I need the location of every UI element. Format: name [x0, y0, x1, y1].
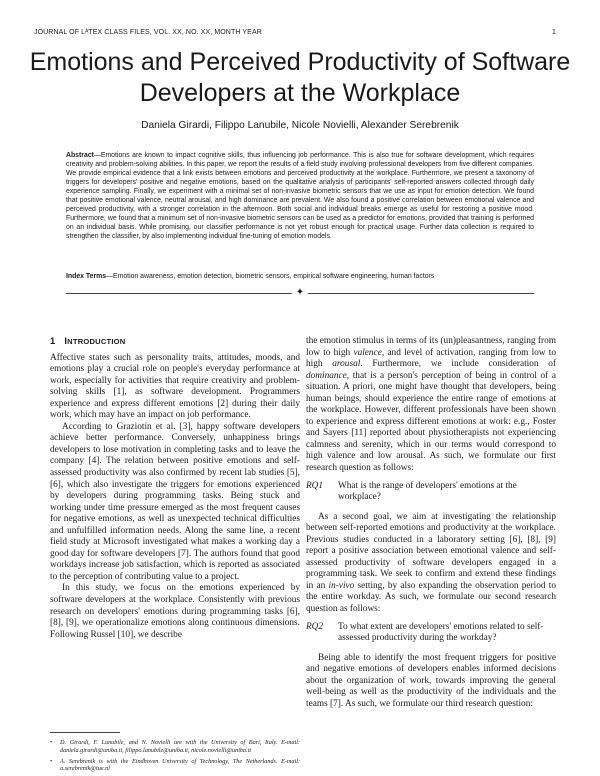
- intro-paragraph-5: [306, 512, 556, 616]
- index-terms: [66, 272, 534, 281]
- running-header: [34, 29, 556, 41]
- page-number: 1: [552, 29, 556, 36]
- author-list: Daniela Girardi, Filippo Lanubile, Nicole Novielli, Alexander Serebrenik: [141, 120, 459, 131]
- journal-name: JOURNAL OF LᴬTEX CLASS FILES, VOL. XX, NO. XX, MONTH YEAR: [34, 29, 262, 36]
- footnote-2: [50, 758, 300, 774]
- intro-paragraph-3: In this study, we focus on the emotions experienced by software developers at the workplace. Consistently with previous research on developers' emotions during programming tasks [6], [8], [9], we operationalize emotions along continuous dimensions. Following Russel [10], we describe: [50, 583, 300, 640]
- term-dominance: dominance: [306, 370, 347, 381]
- abstract: [66, 151, 534, 241]
- footnotes: [50, 739, 300, 776]
- paper-title: Emotions and Perceived Productivity of Software Developers at the Workplace: [29, 48, 571, 107]
- abstract-label: Abstract: [66, 152, 94, 159]
- bullet-icon: •: [50, 757, 53, 765]
- rq2-text: To what extent are developers' emotions related to self-assessed productivity during the workday?: [338, 621, 544, 644]
- text-run: . Furthermore, we include consideration of: [360, 359, 556, 370]
- abstract-text: —Emotions are known to impact cognitive skills, thus influencing job performance. This is also true for software development, which requires creativity and problem-solving abilities. In this paper, we report the results of a field study involving professional developers from five different companies. We provide empirical evidence that a link exists between emotions and perceived productivity at the workplace. Furthermore, we present a taxonomy of triggers for developers' positive and negative emotions, based on the qualitative analysis of participants' self-reported answers collected through daily experience sampling. Finally, we experiment with a minimal set of non-invasive biometric sensors that we use as input for emotion detection. We found that positive emotional valence, neutral arousal, and high dominance are prevalent. We also found a positive correlation between emotional valence and perceived productivity, with a stronger correlation in the afternoon. Both social and individual breaks emerge as useful for restoring a positive mood. Furthermore, we found that a minimum set of non-invasive biometric sensors can be used as a predictor for emotions, provided that training is performed on an individual basis. While promising, our classifier performance is not yet robust enough for practical usage. Further data collection is required to strengthen the classifier, by also implementing individual fine-tuning of emotion models.: [66, 152, 534, 241]
- intro-paragraph-2: According to Graziotin et al. [3], happy software developers achieve better performance. Conversely, unhappiness brings developers to lose motivation in completing tasks and to leave the company [4]. The relation between positive emotions and self-assessed productivity was also confirmed by recent lab studies [5], [6], which also investigate the triggers for emotions experienced by developers during programming tasks. Being stuck and working under time pressure emerged as the most frequent causes for negative emotions, as well as unexpected technical difficulties and unfulfilled information needs. Along the same line, a recent field study at Microsoft investigated what makes a working day a good day for software developers [7]. The authors found that good workdays increase job satisfaction, which is reported as associated to the perception of contributing value to a project.: [50, 421, 300, 582]
- research-question-1: [306, 481, 556, 504]
- text-run: setting, by also expanding the observation period to the entire workday. As such, we formulate our second research question as follows:: [306, 580, 556, 615]
- section-title-rest: NTRODUCTION: [67, 337, 126, 346]
- intro-paragraph-1: Affective states such as personality traits, attitudes, moods, and emotions play a crucial role on people's everyday performance at work, especially for activities that require creativity and problem-solving skills [1], as software development. Programmers experience and express different emotions [2] during their daily work, which may have an impact on job performance.: [50, 352, 300, 421]
- section-divider: [66, 289, 534, 299]
- section-first-letter: I: [64, 336, 68, 346]
- intro-paragraph-4: [306, 336, 556, 475]
- index-terms-text: —Emotion awareness, emotion detection, biometric sensors, empirical software engineering, human factors: [106, 273, 435, 280]
- rq2-tag: RQ2: [306, 621, 324, 632]
- text-run: , and level of activation, ranging from low to high: [306, 347, 556, 370]
- footnote-1: [50, 739, 300, 755]
- section-number: 1: [50, 336, 56, 346]
- left-column: [50, 336, 300, 641]
- term-valence: valence: [353, 347, 382, 358]
- diamond-ornament-icon: ✦: [292, 286, 308, 300]
- intro-paragraph-6: Being able to identify the most frequent triggers for positive and negative emotions of developers enables informed decisions about the organization of work, towards improving the general well-being as well as the productivity of the individuals and the teams [7]. As such, we formulate our third research question:: [306, 652, 556, 709]
- text-run: As a second goal, we aim at investigating the relationship between self-reported emotions and productivity at the workplace. Previous studies conducted in a laboratory setting [6], [8], [9] report a positive association between emotional valence and self-assessed productivity of software developers engaged in a programming task. We seek to confirm and extend these findings in an: [306, 511, 556, 591]
- section-heading-introduction: [50, 336, 300, 348]
- text-run: , that is a person's perception of being in control of a situation. A priori, one might have thought that developers, being human beings, should experience the entire range of emotions at the workplace. However, different professionals have been shown to experience and express different emotions at work: e.g., Foster and Sayers [11] reported about physiotherapists not experiencing calmness and serenity, which in our terms would correspond to high valence and low arousal. As such, we formulate our first research question as follows:: [306, 370, 556, 474]
- bullet-icon: •: [50, 739, 53, 746]
- footnote-2-text: A. Serebrenik is with the Eindhoven University of Technology, The Netherlands. E-mail: a.serebrenik@tue.nl: [60, 757, 300, 773]
- index-terms-label: Index Terms: [66, 273, 107, 280]
- footnote-rule: [50, 732, 120, 733]
- term-in-vivo: in-vivo: [328, 580, 355, 591]
- rq1-text: What is the range of developers' emotions at the workplace?: [338, 480, 517, 503]
- term-arousal: arousal: [332, 359, 361, 370]
- text-run: the emotion stimulus in terms of its (un)pleasantness, ranging from low to high: [306, 336, 556, 358]
- research-question-2: [306, 622, 556, 645]
- right-column: [306, 336, 556, 710]
- rq1-tag: RQ1: [306, 480, 324, 491]
- footnote-1-text: D. Girardi, F. Lanubile, and N. Novielli are with the University of Bari, Italy. E-mail: daniela.girardi@uniba.it, filippo.lanubile@uniba.it, nicole.novielli@uniba.it: [60, 739, 300, 754]
